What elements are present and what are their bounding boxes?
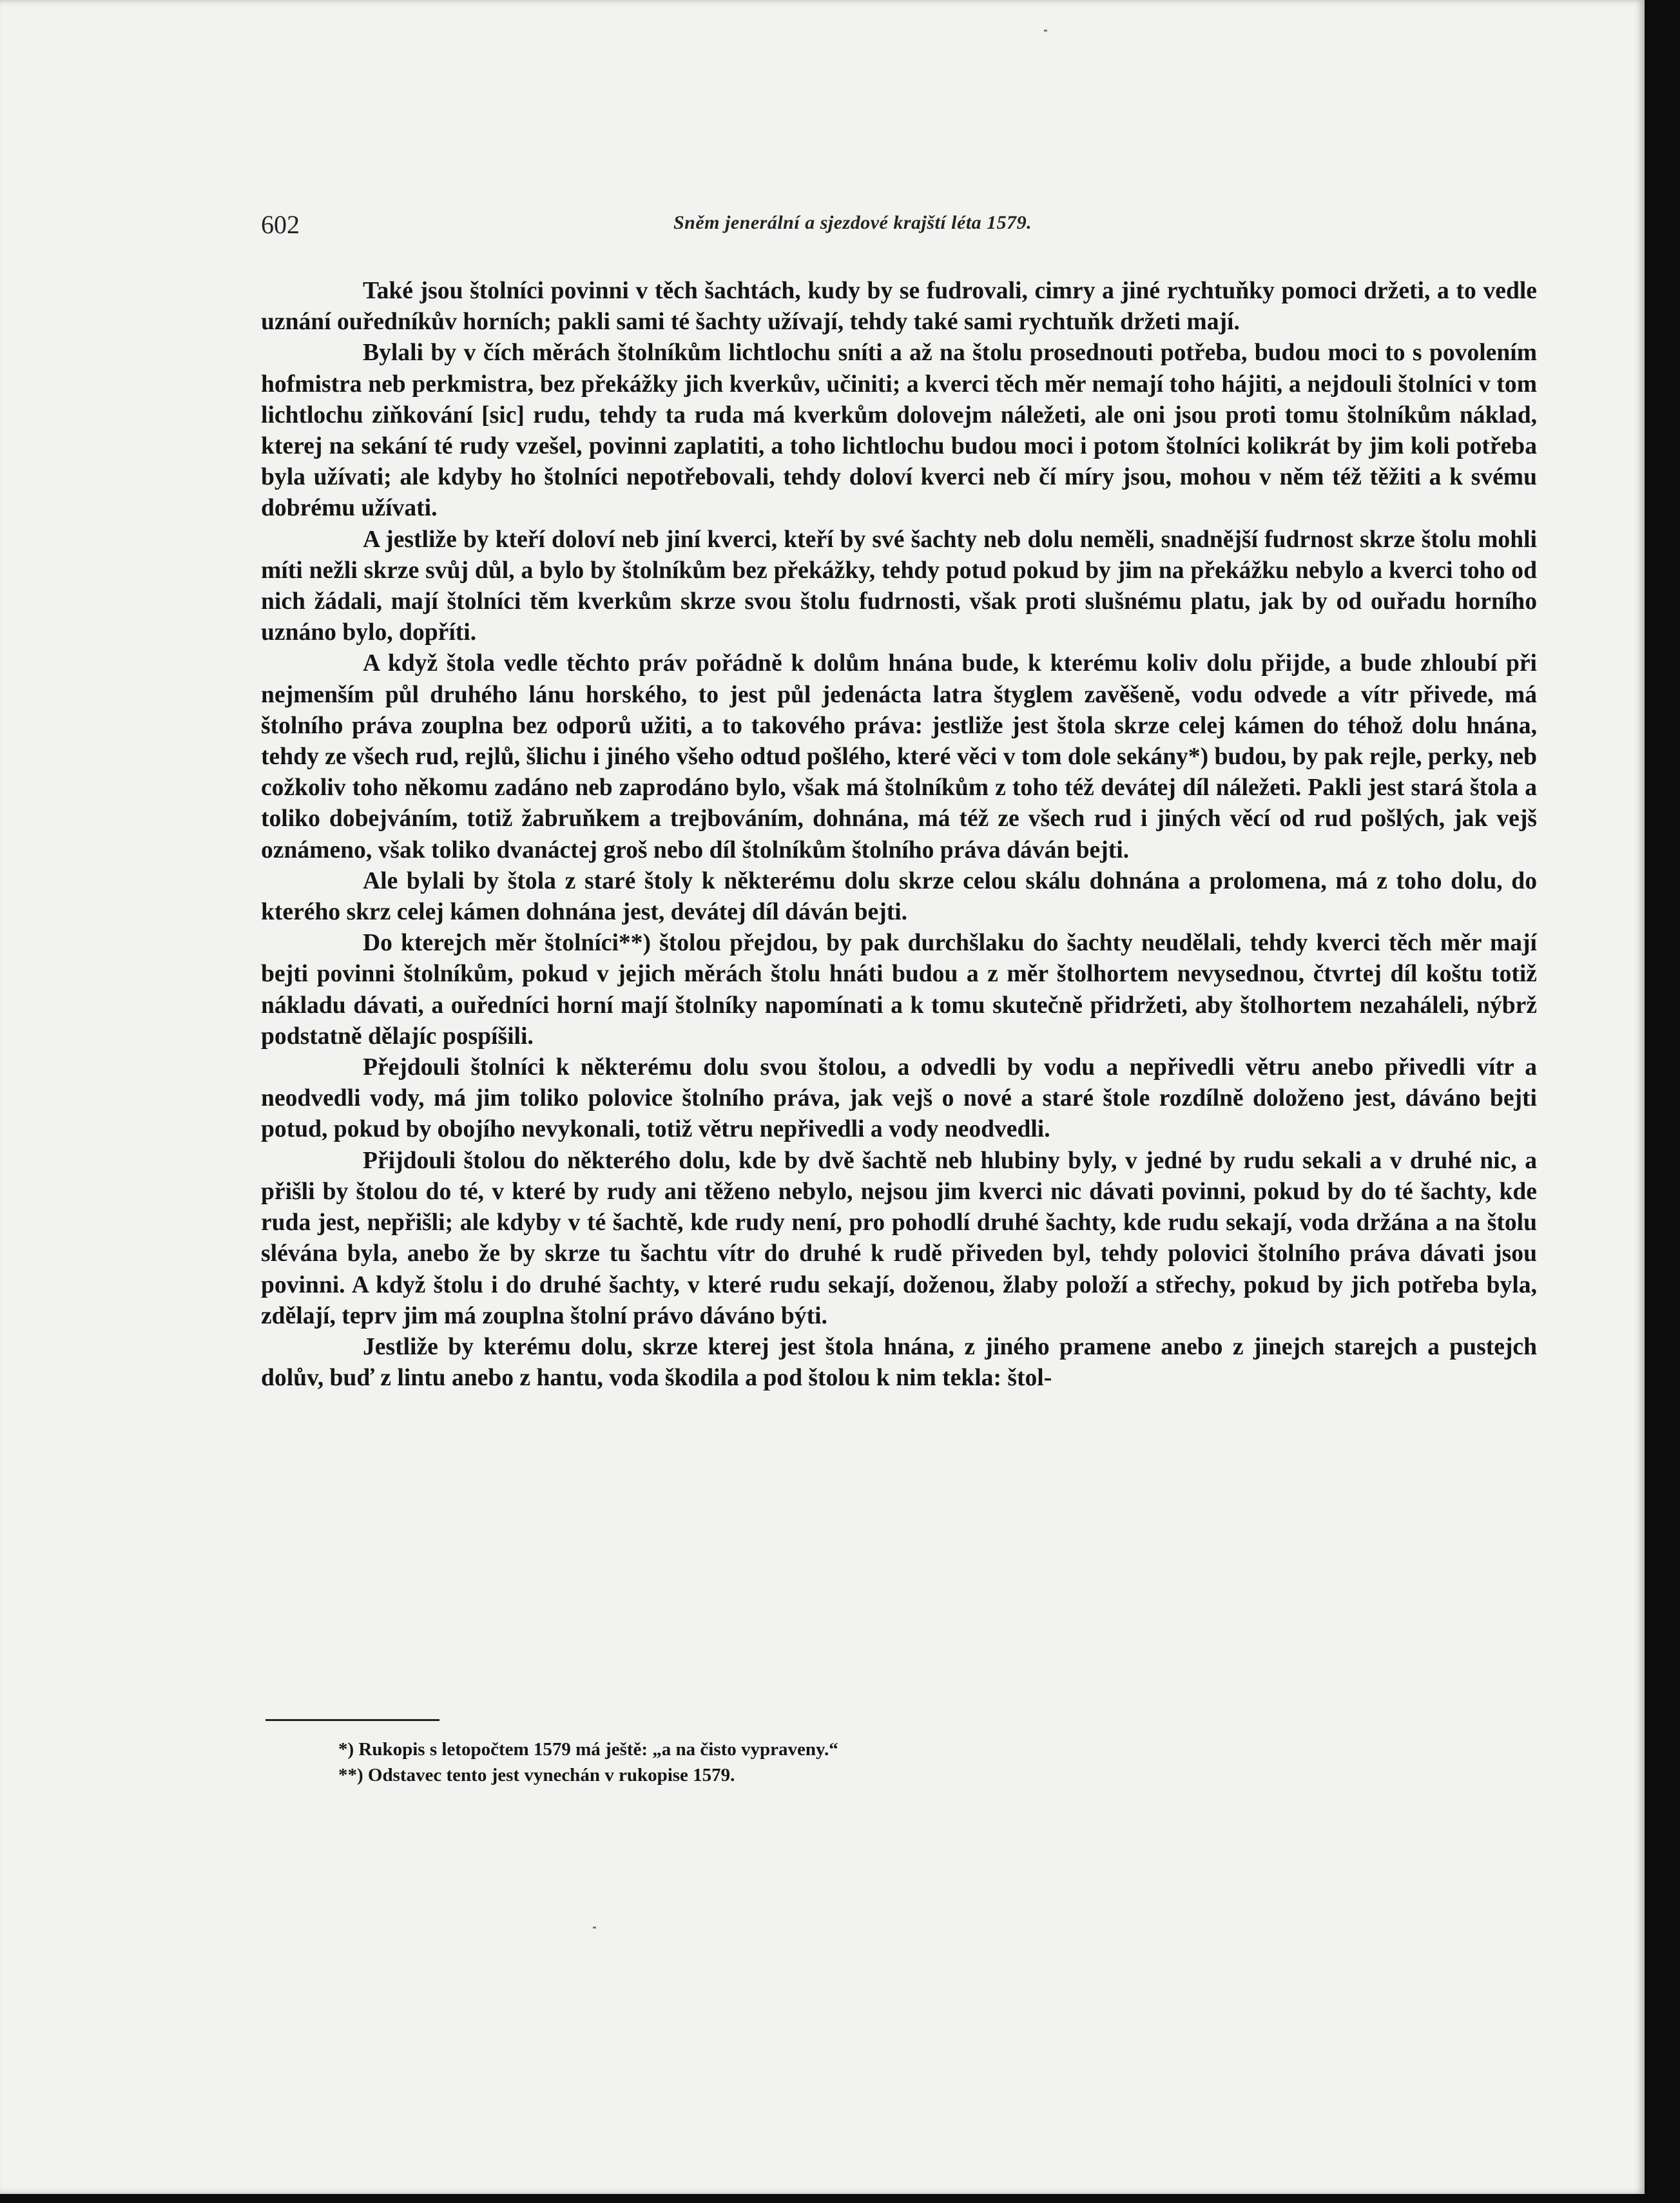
footnote: *) Rukopis s letopočtem 1579 má ještě: „a na čisto vypraveny.“ xyxy=(338,1739,838,1760)
paragraph: Jestliže by kterému dolu, skrze kterej jest štola hnána, z jiného pramene anebo z jinejch starejch a pustejch dolův, buď z lintu anebo z hantu, voda škodila a pod štolou k nim tekla: štol- xyxy=(261,1333,1537,1392)
running-title: Sněm jenerální a sjezdové krajští léta 1579. xyxy=(673,212,1032,233)
paragraph: Ale bylali by štola z staré štoly k některému dolu skrze celou skálu dohnána a prolomena, má z toho dolu, do kterého skrz celej kámen dohnána jest, devátej díl dáván bejti. xyxy=(261,867,1537,926)
paragraph: Přijdouli štolou do některého dolu, kde by dvě šachtě neb hlubiny byly, v jedné by rudu sekali a v druhé nic, a přišli by štolou do té, v které by rudy ani těženo nebylo, nejsou jim kverci nic dávati povinni, pokud by do té šachty, kde ruda jest, nepřišli; ale kdyby v té šachtě, kde rudy není, pro pohodlí druhé šachty, kde rudu sekají, voda držána a na štolu slévána byla, anebo že by skrze tu šachtu vítr do druhé k rudě přiveden byl, tehdy polovici štolního práva dávati jsou povinni. A když štolu i do druhé šachty, v které rudu sekají, doženou, žlaby položí a střechy, pokud by jich potřeba byla, zdělají, teprv jim má zouplna štolní právo dáváno býti. xyxy=(261,1147,1537,1329)
paragraph: Také jsou štolníci povinni v těch šachtách, kudy by se fudrovali, cimry a jiné rychtuňky pomoci držeti, a to vedle uznání ouředníkův horních; pakli sami té šachty užívají, tehdy také sami rychtuňk držeti mají. xyxy=(261,278,1537,336)
footnotes xyxy=(338,1736,1498,1788)
body-text xyxy=(261,276,1537,1394)
paragraph: A když štola vedle těchto práv pořádně k dolům hnána bude, k kterému koliv dolu přijde, a bude zhloubí při nejmenším půl druhého lánu horského, to jest půl jedenácta latra štyglem zavěšeně, vodu odvede a vítr přivede, má štolního práva zouplna bez odporů užiti, a to takového práva: jestliže jest štola skrze celej kámen do téhož dolu hnána, tehdy ze všech rud, rejlů, šlichu i jiného všeho odtud pošlého, které věci v tom dole sekány*) budou, by pak rejle, perky, neb cožkoliv toho někomu zadáno neb zaprodáno bylo, však má štolníkům z toho též devátej díl náležeti. Pakli jest stará štola a toliko dobejváním, totiž žabruňkem a trejbováním, dohnána, má též ze všech rud i jiných věcí od rud pošlých, jak vejš oznámeno, však toliko dvanáctej groš nebo díl štolníkům štolního práva dáván bejti. xyxy=(261,650,1537,863)
footnote: **) Odstavec tento jest vynechán v rukopise 1579. xyxy=(338,1765,735,1785)
scan-speck xyxy=(1044,30,1047,32)
paragraph: Přejdouli štolníci k některému dolu svou štolou, a odvedli by vodu a nepřivedli větru anebo přivedli vítr a neodvedli vody, má jim toliko polovice štolního práva, jak vejš o nové a staré štole rozdílně doloženo jest, dáváno bejti potud, pokud by obojího nevykonali, totiž větru nepřivedli a vody neodvedli. xyxy=(261,1054,1537,1143)
paragraph: A jestliže by kteří doloví neb jiní kverci, kteří by své šachty neb dolu neměli, snadnější fudrnost skrze štolu mohli míti nežli skrze svůj důl, a bylo by štolníkům bez překážky, tehdy potud pokud by jim na překážku nebylo a kverci toho od nich žádali, mají štolníci těm kverkům skrze svou štolu fudrnosti, však proti slušnému platu, jak by od ouřadu horního uznáno bylo, dopříti. xyxy=(261,526,1537,646)
scan-speck xyxy=(593,1927,596,1929)
page-number: 602 xyxy=(261,210,300,239)
paragraph: Bylali by v čích měrách štolníkům lichtlochu sníti a až na štolu prosednouti potřeba, budou moci to s povolením hofmistra neb perkmistra, bez překážky jich kverkův, učiniti; a kverci těch měr nemají toho hájiti, a nejdouli štolníci v tom lichtlochu ziňkování [sic] rudu, tehdy ta ruda má kverkům dolovejm náležeti, ale oni jsou proti tomu štolníkům náklad, kterej na sekání té rudy vzešel, povinni zaplatiti, a toho lichtlochu budou moci i potom štolníci kolikrát by jim koli potřeba byla užívati; ale kdyby ho štolníci nepotřebovali, tehdy doloví kverci neb čí míry jsou, mohou v něm též těžiti a k svému dobrému užívati. xyxy=(261,340,1537,522)
paragraph: Do kterejch měr štolníci**) štolou přejdou, by pak durchšlaku do šachty neudělali, tehdy kverci těch měr mají bejti povinni štolníkům, pokud v jejich měrách štolu hnáti budou a z měr štolhortem nevysednou, čtvrtej díl koštu totiž nákladu dávati, a ouředníci horní mají štolníky napomínati a k tomu skutečně přidržeti, aby štolhortem nezaháleli, nýbrž podstatně dělajíc pospíšili. xyxy=(261,930,1537,1050)
footnote-divider xyxy=(266,1719,439,1721)
page-header xyxy=(261,209,1537,248)
